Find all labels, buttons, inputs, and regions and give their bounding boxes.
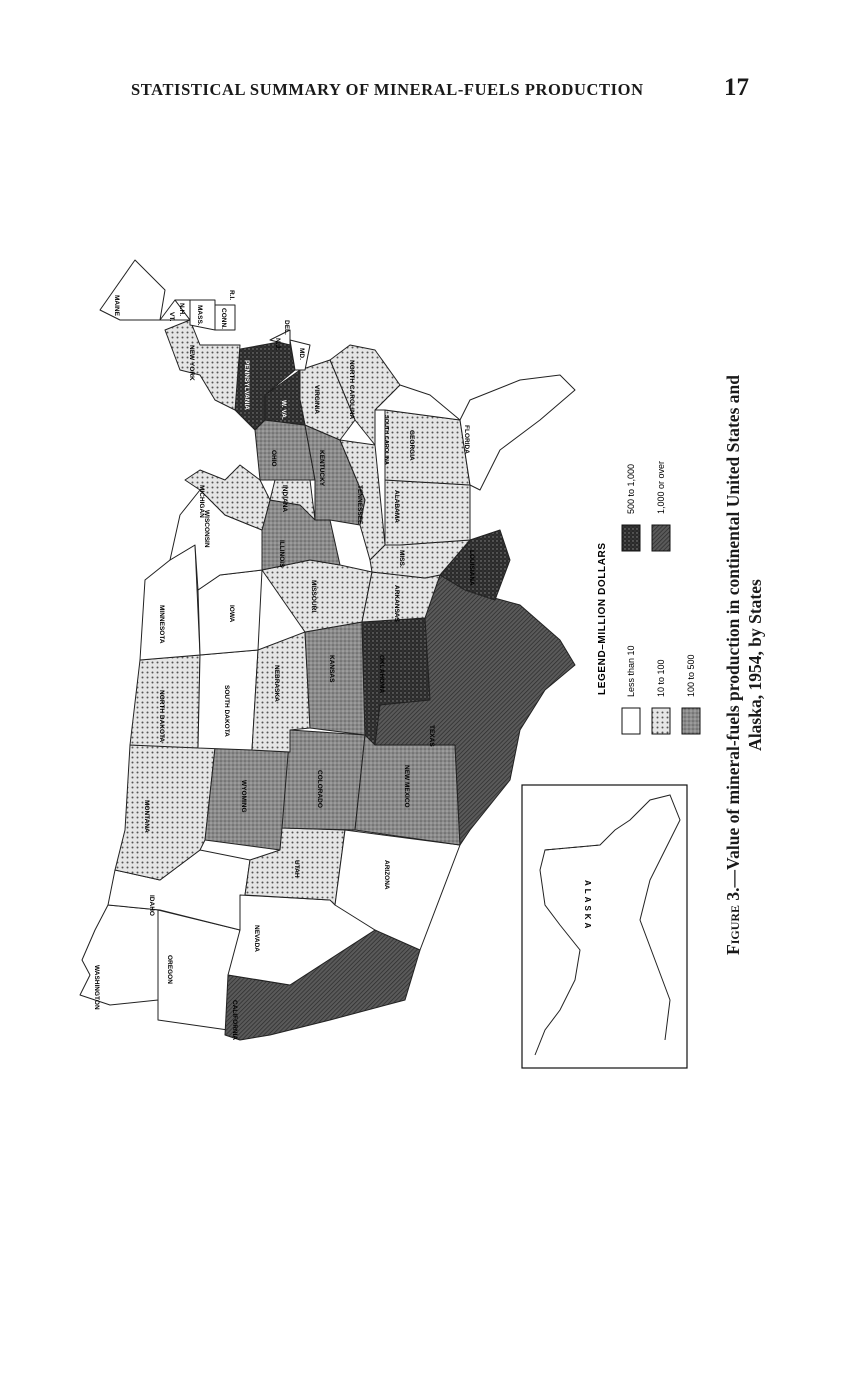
caption-line-2: Alaska, 1954, by States bbox=[745, 579, 765, 751]
state-new-york bbox=[165, 320, 240, 410]
legend-swatch-500-1000 bbox=[622, 525, 640, 551]
legend-label-100-500: 100 to 500 bbox=[686, 654, 696, 697]
label-new-hampshire: N.H. bbox=[178, 303, 185, 316]
alaska-inset bbox=[522, 785, 687, 1068]
label-massachusetts: MASS. bbox=[196, 305, 203, 326]
figure-label: Figure 3. bbox=[723, 887, 743, 955]
label-oklahoma: OKLAHOMA bbox=[378, 655, 385, 694]
label-georgia: GEORGIA bbox=[408, 430, 415, 461]
label-new-york: NEW YORK bbox=[188, 345, 195, 381]
state-maine bbox=[100, 260, 165, 320]
state-minnesota bbox=[140, 545, 200, 660]
label-north-dakota: NORTH DAKOTA bbox=[158, 690, 165, 743]
label-alabama: ALABAMA bbox=[393, 490, 400, 523]
state-florida bbox=[460, 375, 575, 490]
legend-label-1000-plus: 1,000 or over bbox=[656, 460, 666, 514]
label-minnesota: MINNESOTA bbox=[158, 605, 165, 644]
label-colorado: COLORADO bbox=[316, 770, 323, 808]
label-mississippi: MISS. bbox=[398, 550, 405, 568]
legend-swatch-10-100 bbox=[652, 708, 670, 734]
label-nebraska: NEBRASKA bbox=[273, 665, 280, 702]
label-maryland: MD. bbox=[298, 348, 305, 360]
legend-swatch-100-500 bbox=[682, 708, 700, 734]
label-connecticut: CONN. bbox=[220, 308, 227, 329]
label-utah: UTAH bbox=[293, 860, 300, 878]
label-oregon: OREGON bbox=[166, 955, 173, 984]
label-virginia: VIRGINIA bbox=[313, 385, 320, 414]
label-wyoming: WYOMING bbox=[240, 780, 247, 813]
legend-swatch-lt10 bbox=[622, 708, 640, 734]
label-maine: MAINE bbox=[113, 295, 120, 316]
label-arizona: ARIZONA bbox=[383, 860, 390, 890]
label-tennessee: TENNESSEE bbox=[356, 485, 363, 525]
legend-swatch-1000-plus bbox=[652, 525, 670, 551]
label-vermont: VT. bbox=[168, 312, 175, 322]
label-delaware: DEL. bbox=[283, 320, 290, 335]
label-indiana: INDIANA bbox=[281, 485, 288, 513]
label-montana: MONTANA bbox=[143, 800, 150, 833]
label-kansas: KANSAS bbox=[328, 655, 335, 683]
running-head: STATISTICAL SUMMARY OF MINERAL-FUELS PRODUCTION bbox=[131, 80, 644, 99]
label-wisconsin: WISCONSIN bbox=[203, 510, 210, 548]
label-florida: FLORIDA bbox=[463, 425, 470, 454]
label-louisiana: LOUISIANA bbox=[468, 550, 475, 586]
label-north-carolina: NORTH CAROLINA bbox=[348, 360, 355, 420]
label-washington: WASHINGTON bbox=[93, 965, 100, 1010]
states-layer bbox=[80, 260, 575, 1040]
label-new-jersey: N.J. bbox=[274, 338, 281, 350]
label-nevada: NEVADA bbox=[253, 925, 260, 952]
label-pennsylvania: PENNSYLVANIA bbox=[243, 360, 250, 410]
label-kentucky: KENTUCKY bbox=[318, 450, 325, 487]
label-iowa: IOWA bbox=[228, 605, 235, 623]
state-georgia bbox=[385, 410, 470, 485]
label-california: CALIFORNIA bbox=[231, 1000, 238, 1041]
label-rhode-island: R.I. bbox=[228, 290, 235, 301]
label-new-mexico: NEW MEXICO bbox=[403, 765, 410, 808]
label-michigan: MICHIGAN bbox=[198, 485, 205, 518]
legend-title: LEGEND–MILLION DOLLARS bbox=[597, 542, 608, 695]
legend-label-10-100: 10 to 100 bbox=[656, 659, 666, 697]
caption-line-1: —Value of mineral-fuels production in continental United States and bbox=[723, 375, 743, 888]
label-west-virginia: W. VA. bbox=[280, 400, 287, 420]
alaska-inset-frame bbox=[522, 785, 687, 1068]
page-number: 17 bbox=[724, 74, 749, 101]
label-alaska: ALASKA bbox=[583, 880, 592, 932]
label-missouri: MISSOURI bbox=[310, 580, 317, 613]
legend-label-lt10: Less than 10 bbox=[626, 645, 636, 697]
label-illinois: ILLINOIS bbox=[278, 540, 285, 568]
label-south-dakota: SOUTH DAKOTA bbox=[223, 685, 230, 737]
label-south-carolina: SOUTH CAROLINA bbox=[383, 415, 389, 465]
label-texas: TEXAS bbox=[428, 725, 435, 747]
label-ohio: OHIO bbox=[270, 450, 277, 467]
label-arkansas: ARKANSAS bbox=[393, 585, 400, 622]
state-washington bbox=[80, 905, 160, 1005]
legend bbox=[597, 461, 700, 734]
label-idaho: IDAHO bbox=[148, 895, 155, 916]
legend-label-500-1000: 500 to 1,000 bbox=[626, 463, 636, 514]
